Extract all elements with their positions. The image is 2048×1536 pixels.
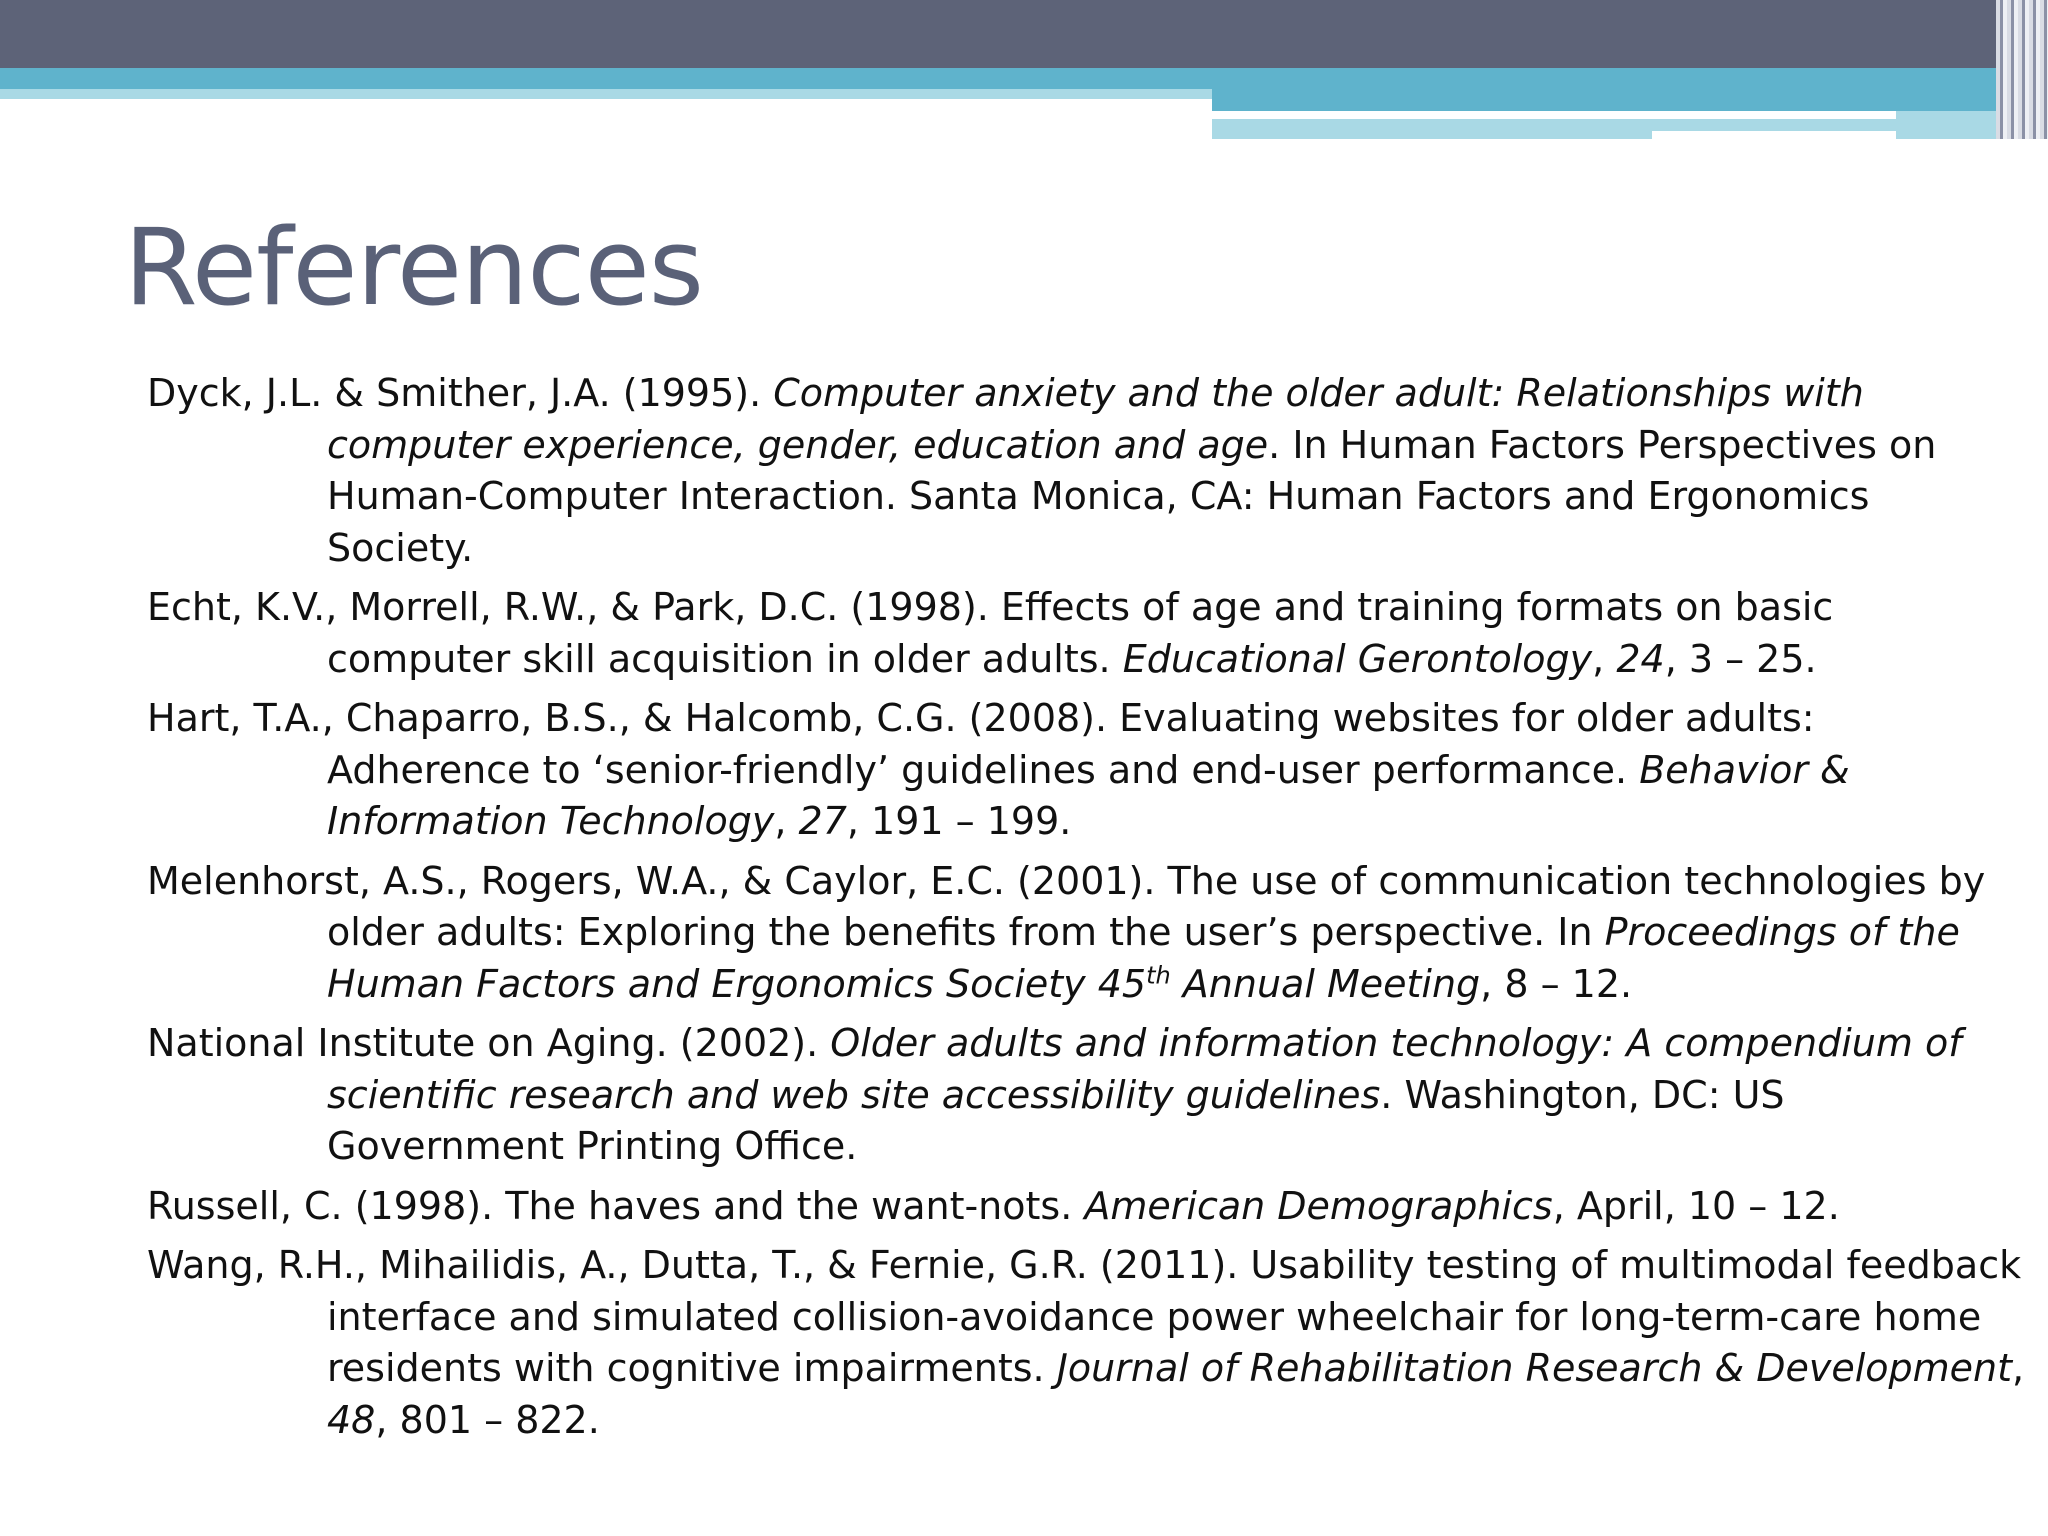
reference-entry — [147, 693, 2027, 848]
header-light-blue-bar — [0, 89, 1212, 99]
header-dark-bar — [0, 0, 2048, 68]
reference-text-italic: Computer anxiety and the older adult: Relationships with computer experience, gender, education and age — [327, 371, 1864, 467]
reference-text-italic: Behavior & Information Technology — [327, 747, 1850, 843]
reference-text-italic: American Demographics — [1084, 1183, 1553, 1228]
header-right-white-stripe — [1212, 111, 1966, 119]
reference-text: Russell, C. (1998). The haves and the want-nots. — [147, 1183, 1085, 1228]
reference-text-italic: Journal of Rehabilitation Research & Development — [1056, 1346, 2013, 1390]
reference-text: Echt, K.V., Morrell, R.W., & Park, D.C. (1998). Effects of age and training formats on basic computer skill acquisition in older adults. — [147, 585, 1834, 681]
reference-text-italic: 27 — [798, 799, 847, 843]
reference-entry — [147, 856, 2027, 1011]
reference-text-superscript: th — [1146, 960, 1171, 989]
reference-entry — [147, 1181, 2027, 1233]
reference-entry — [147, 1018, 2027, 1173]
reference-entry — [147, 368, 2027, 574]
reference-entry — [147, 1240, 2027, 1446]
header-vertical-stripes — [1996, 0, 2048, 139]
references-list — [147, 368, 2027, 1454]
reference-text: Wang, R.H., Mihailidis, A., Dutta, T., & Fernie, G.R. (2011). Usability testing of multimodal feedback interface and simulated collision-avoidance power wheelchair for long-term-care home residents with cognitive impairments. — [147, 1243, 2022, 1390]
reference-text: , 8 – 12. — [1480, 961, 1633, 1006]
reference-text: Melenhorst, A.S., Rogers, W.A., & Caylor, E.C. (2001). The use of communication technologies by older adults: Exploring the benefits from the user’s perspective. In — [147, 858, 1986, 954]
slide-title: References — [124, 206, 704, 329]
reference-text: , 3 – 25. — [1664, 636, 1817, 681]
reference-text-italic: Proceedings of the Human Factors and Ergonomics Society 45 — [327, 910, 1960, 1006]
reference-text: , — [2012, 1346, 2025, 1390]
reference-text-italic: 24 — [1616, 636, 1665, 681]
header-blue-bar — [0, 68, 2048, 89]
reference-text-italic: Educational Gerontology — [1122, 636, 1593, 681]
reference-text: , — [774, 799, 799, 843]
reference-text-italic: 48 — [327, 1397, 376, 1442]
header-right-light-bar-short — [1212, 131, 1652, 139]
reference-text: . In Human Factors Perspectives on Human-Computer Interaction. Santa Monica, CA: Human Factors and Ergonomics Society. — [327, 422, 1937, 570]
header-right-blue-bar — [1212, 89, 2048, 111]
reference-text: , — [1592, 636, 1617, 681]
reference-entry — [147, 582, 2027, 685]
reference-text-italic: Annual Meeting — [1170, 961, 1481, 1006]
reference-text: National Institute on Aging. (2002). — [147, 1021, 831, 1065]
reference-text: Dyck, J.L. & Smither, J.A. (1995). — [147, 371, 774, 415]
reference-text: , 191 – 199. — [846, 799, 1072, 843]
reference-text-italic: Older adults and information technology: A compendium of scientific research and web site accessibility guidelines — [327, 1021, 1962, 1117]
reference-text: , April, 10 – 12. — [1552, 1183, 1840, 1228]
reference-text-italic — [1146, 961, 1171, 989]
reference-text: , 801 – 822. — [375, 1397, 600, 1442]
reference-text: . Washington, DC: US Government Printing Office. — [327, 1072, 1785, 1168]
reference-text: Hart, T.A., Chaparro, B.S., & Halcomb, C.G. (2008). Evaluating websites for older adults: Adherence to ‘senior-friendly’ guidelines and end-user performance. — [147, 696, 1815, 792]
